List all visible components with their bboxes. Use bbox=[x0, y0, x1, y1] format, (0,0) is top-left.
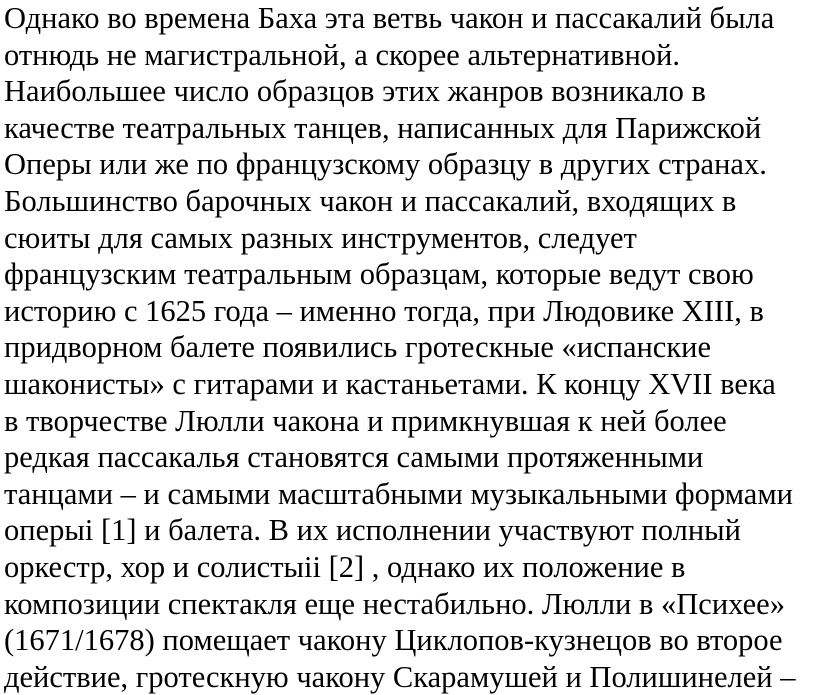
text-line: танцами – и самыми масштабными музыкальными формами bbox=[4, 476, 793, 511]
text-line: оркестр, хор и солистыіі [2] , однако их положение в bbox=[4, 549, 686, 584]
text-line: Оперы или же по французскому образцу в других странах. bbox=[4, 147, 767, 182]
text-line: Наибольшее число образцов этих жанров возникало в bbox=[4, 74, 706, 109]
text-line: французским театральным образцам, которые ведут свою bbox=[4, 257, 754, 292]
text-line: Однако во времена Баха эта ветвь чакон и пассакалий была bbox=[4, 1, 775, 35]
text-line: оперыі [1] и балета. В их исполнении участвуют полный bbox=[4, 513, 741, 548]
text-line: (1671/1678) помещает чакону Циклопов-кузнецов во второе bbox=[4, 623, 783, 658]
text-line: историю с 1625 года – именно тогда, при Людовике XIII, в bbox=[4, 293, 764, 328]
text-line: Большинство барочных чакон и пассакалий, входящих в bbox=[4, 183, 737, 218]
text-line: отнюдь не магистральной, а скорее альтернативной. bbox=[4, 37, 681, 72]
text-line: действие, гротескную чакону Скарамушей и Полишинелей – bbox=[4, 659, 796, 694]
text-line: композиции спектакля еще нестабильно. Люлли в «Психее» bbox=[4, 586, 785, 621]
text-line: редкая пассакалья становятся самыми протяженными bbox=[4, 440, 704, 475]
document-body bbox=[4, 0, 816, 695]
text-line: сюиты для самых разных инструментов, следует bbox=[4, 220, 637, 255]
text-line: качестве театральных танцев, написанных для Парижской bbox=[4, 110, 762, 145]
text-line: придворном балете появились гротескные «испанские bbox=[4, 330, 712, 365]
text-line: шаконисты» с гитарами и кастаньетами. К концу XVII века bbox=[4, 366, 776, 401]
text-line: в творчестве Люлли чакона и примкнувшая к ней более bbox=[4, 403, 727, 438]
